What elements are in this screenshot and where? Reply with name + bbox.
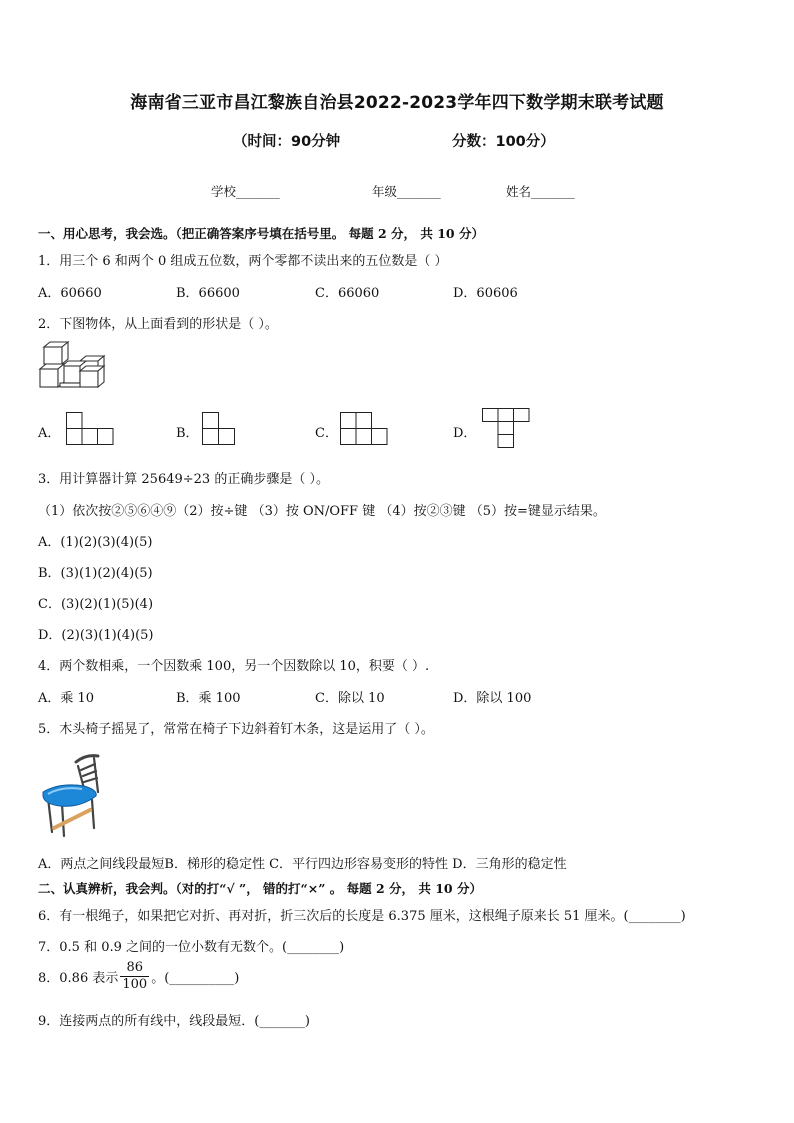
chair-illustration xyxy=(40,752,106,838)
q1-option-a: A．60660 xyxy=(38,286,102,301)
q1-option-b: B．66600 xyxy=(176,286,240,301)
q9-text: 9．连接两点的所有线中，线段最短．(_______) xyxy=(38,1014,310,1029)
q2-option-b: B． xyxy=(176,426,199,441)
q5-text: 5．木头椅子摇晃了，常常在椅子下边斜着钉木条，这是运用了（ ）。 xyxy=(38,722,434,737)
q1-option-d: D．60606 xyxy=(453,286,518,301)
q4-option-a: A．乘 10 xyxy=(38,691,95,706)
cubes-figure xyxy=(38,341,108,393)
q8-suffix: 。(__________) xyxy=(151,971,240,986)
q2-shape-c xyxy=(340,412,388,446)
q2-option-a: A． xyxy=(38,426,61,441)
q8-denominator: 100 xyxy=(122,977,148,992)
q4-text: 4．两个数相乘，一个因数乘 100，另一个因数除以 10，积要（ ）. xyxy=(38,659,430,674)
q3-option-c: C．(3)(2)(1)(5)(4) xyxy=(38,597,154,612)
q2-text: 2．下图物体，从上面看到的形状是（ ）。 xyxy=(38,317,278,332)
q2-option-c: C． xyxy=(315,426,338,441)
grade-field: 年级_______ xyxy=(372,184,441,199)
q4-option-b: B．乘 100 xyxy=(176,691,241,706)
q7-text: 7．0.5 和 0.9 之间的一位小数有无数个。(________) xyxy=(38,940,345,955)
section2-heading: 二、认真辨析，我会判。（对的打“√ ”， 错的打“×” 。 每题 2 分， 共 10 分） xyxy=(38,881,482,896)
q4-option-c: C．除以 10 xyxy=(315,691,385,706)
q3-option-a: A．(1)(2)(3)(4)(5) xyxy=(38,535,153,550)
exam-score: 分数：100分） xyxy=(452,134,555,150)
exam-title: 海南省三亚市昌江黎族自治县2022-2023学年四下数学期末联考试题 xyxy=(130,93,664,113)
q8-prefix: 8．0.86 表示 xyxy=(38,971,119,986)
q2-option-d: D． xyxy=(453,426,477,441)
q2-shape-d xyxy=(482,408,530,448)
exam-time: （时间：90分钟 xyxy=(233,134,341,150)
q8-line xyxy=(38,960,239,993)
school-field: 学校_______ xyxy=(211,184,280,199)
q5-options: A．两点之间线段最短B．梯形的稳定性 C．平行四边形容易变形的特性 D．三角形的稳定性 xyxy=(38,857,567,872)
q6-text: 6．有一根绳子，如果把它对折、再对折，折三次后的长度是 6.375 厘米，这根绳子原来长 51 厘米。(________) xyxy=(38,909,686,924)
q3-option-d: D．(2)(3)(1)(4)(5) xyxy=(38,628,154,643)
q1-option-c: C．66060 xyxy=(315,286,380,301)
q1-text: 1．用三个 6 和两个 0 组成五位数，两个零都不读出来的五位数是（ ） xyxy=(38,254,448,269)
section1-heading: 一、用心思考，我会选。（把正确答案序号填在括号里。 每题 2 分， 共 10 分） xyxy=(38,226,484,241)
q3-option-b: B．(3)(1)(2)(4)(5) xyxy=(38,566,153,581)
q4-option-d: D．除以 100 xyxy=(453,691,532,706)
q3-steps: （1）依次按②⑤⑥④⑨（2）按÷键 （3）按 ON/OFF 键 （4）按②③键 （5）按=键显示结果。 xyxy=(38,504,606,519)
q2-shape-a xyxy=(66,412,114,446)
q8-fraction xyxy=(120,960,149,993)
q3-text: 3．用计算器计算 25649÷23 的正确步骤是（ ）。 xyxy=(38,472,329,487)
name-field: 姓名_______ xyxy=(506,184,575,199)
q2-shape-b xyxy=(202,412,236,446)
q8-numerator: 86 xyxy=(120,960,149,977)
